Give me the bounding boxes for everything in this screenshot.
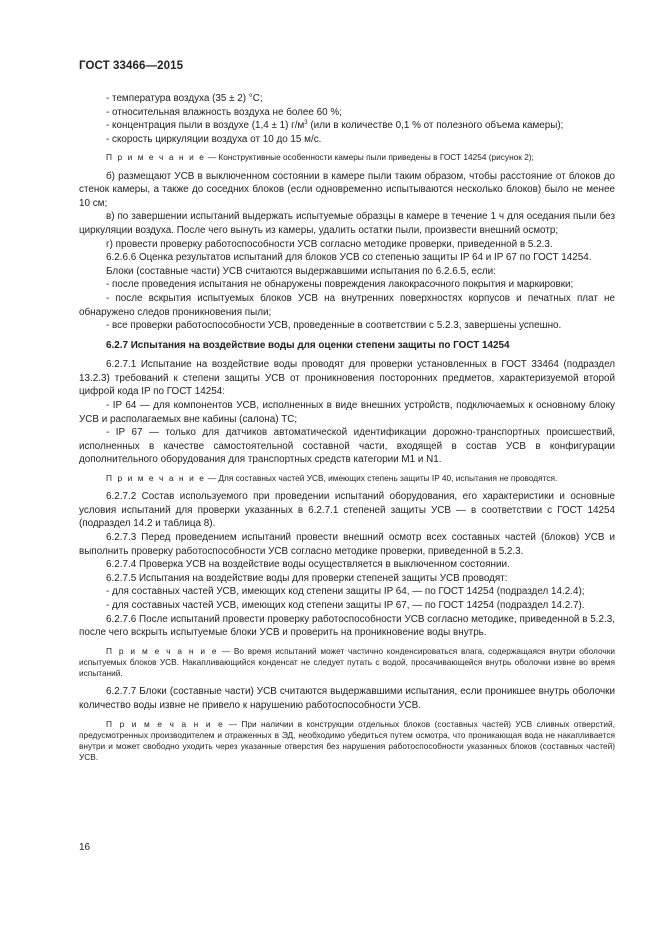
list-item: - скорость циркуляции воздуха от 10 до 15 м/с. [106, 133, 322, 145]
list-item: - температура воздуха (35 ± 2) °С; [106, 93, 263, 104]
note-text: — При наличии в конструкции отдельных блоков (составных частей) УСВ сливных отверстий, предусмотренных производителем и отраженных в ЭД, необходимо убедиться путем осмотра, что проникающая вода не накапливается внутри и может свободно уходить через указанные отверстия без нарушения работоспособности указанных блоков (составных частей) УСВ. [79, 718, 616, 763]
paragraph: в) по завершении испытаний выдержать испытуемые образцы в камере в течение 1 ч для оседания пыли без циркуляции воздуха. После чего вынуть из камеры, удалить остатки пыли, произвести внешний осмотр; [79, 211, 615, 236]
paragraph: 6.2.7.5 Испытания на воздействие воды для проверки степеней защиты УСВ проводят: [106, 572, 508, 584]
paragraph: Блоки (составные части) УСВ считаются выдержавшими испытания по 6.2.6.5, если: [106, 265, 496, 277]
document-header: ГОСТ 33466—2015 [79, 60, 184, 72]
document-body [79, 92, 615, 763]
list-item: - относительная влажность воздуха не более 60 %; [106, 106, 342, 118]
note [79, 719, 615, 764]
paragraph: 6.2.7.4 Проверка УСВ на воздействие воды осуществляется в выключенном состоянии. [106, 559, 510, 571]
note-text: — Конструктивные особенности камеры пыли приведены в ГОСТ 14254 (рисунок 2); [205, 152, 534, 163]
list-item-text: - концентрация пыли в воздухе (1,4 ± 1) г/м [106, 120, 305, 132]
list-item: - после проведения испытания не обнаружены повреждения лакокрасочного покрытия и маркировки; [106, 279, 574, 291]
paragraph: 6.2.7.7 Блоки (составные части) УСВ считаются выдержавшими испытания, если проникшее внутрь оболочки количество воды извне не привело к нарушению работоспособности УСВ. [79, 686, 615, 711]
list-item-text: (или в количестве 0,1 % от полезного объема камеры); [307, 120, 564, 132]
paragraph: г) провести проверку работоспособности УСВ согласно методике проверки, приведенной в 5.2.3. [106, 238, 553, 250]
note-text: — Для составных частей УСВ, имеющих степень защиты IP 40, испытания не проводятся. [205, 473, 558, 484]
paragraph: 6.2.7.6 После испытаний провести проверку работоспособности УСВ согласно методике, приведенной в 5.2.3, после чего вскрыть испытуемые блоки УСВ и проверить на проникновение воды внутрь. [79, 613, 615, 639]
note [79, 473, 615, 484]
note [79, 646, 615, 680]
paragraph: 6.2.6.6 Оценка результатов испытаний для блоков УСВ со степенью защиты IP 64 и IP 67 по ГОСТ 14254. [106, 252, 592, 264]
list-item: - все проверки работоспособности УСВ, проведенные в соответствии с 5.2.3, завершены успешно. [106, 320, 562, 332]
list-item: - IP 64 — для компонентов УСВ, исполненных в виде внешних устройств, подключаемых к основному блоку УСВ и располагаемых вне кабины (салона) ТС; [79, 400, 615, 425]
paragraph: б) размещают УСВ в выключенном состоянии в камере пыли таким образом, чтобы расстояние от блоков до стенок камеры, а также до соседних блоков (если одновременно испытываются несколько блоков) было не менее 10 см; [79, 170, 615, 209]
list-item: - для составных частей УСВ, имеющих код степени защиты IP 64, — по ГОСТ 14254 (подраздел 14.2.4); [106, 586, 585, 598]
page-number: 16 [79, 842, 91, 853]
list-item: - для составных частей УСВ, имеющих код степени защиты IP 67, — по ГОСТ 14254 (подраздел 14.2.7). [106, 600, 585, 611]
note-label: П р и м е ч а н и е [106, 645, 219, 656]
list-item: - после вскрытия испытуемых блоков УСВ на внутренних поверхностях корпусов и печатных плат не обнаружено следов проникновения пыли; [79, 292, 615, 318]
note-label: П р и м е ч а н и е [106, 718, 225, 729]
note [79, 152, 615, 163]
paragraph: 6.2.7.1 Испытание на воздействие воды проводят для проверки установленных в ГОСТ 33464 (подраздел 13.2.3) требований к степени защиты УСВ от проникновения посторонних предметов, характеризуемой второй цифрой кода IP по ГОСТ 14254: [79, 359, 615, 398]
paragraph: 6.2.7.2 Состав используемого при проведении испытаний оборудования, его характеристики и основные условия испытаний для проверки указанных в 6.2.7.1 степеней защиты УСВ — в соответствии с ГОСТ 14254 (подраздел 14.2 и таблица 8). [79, 491, 615, 530]
list-item [79, 119, 615, 133]
list-item: - IP 67 — только для датчиков автоматической идентификации дорожно-транспортных происшествий, исполненных в качестве самостоятельной составной части, входящей в состав УСВ в конфигурации дополнительного оборудования для транспортных средств категории М1 и N1. [79, 427, 615, 466]
paragraph: 6.2.7.3 Перед проведением испытаний провести внешний осмотр всех составных частей (блоков) УСВ и выполнить проверку работоспособности УСВ согласно методике проверки, приведенной в 5.2.3. [79, 532, 615, 557]
section-heading: 6.2.7 Испытания на воздействие воды для оценки степени защиты по ГОСТ 14254 [106, 339, 510, 351]
note-text: — Во время испытаний может частично конденсироваться влага, содержащаяся внутри оболочки испытуемых блоков УСВ. Накапливающийся конденсат не следует путать с водой, просачивающейся внутрь оболочки извне во время испытаний. [79, 645, 615, 679]
note-label: П р и м е ч а н и е [106, 473, 206, 484]
note-label: П р и м е ч а н и е [106, 152, 206, 163]
superscript: 3 [304, 120, 308, 127]
